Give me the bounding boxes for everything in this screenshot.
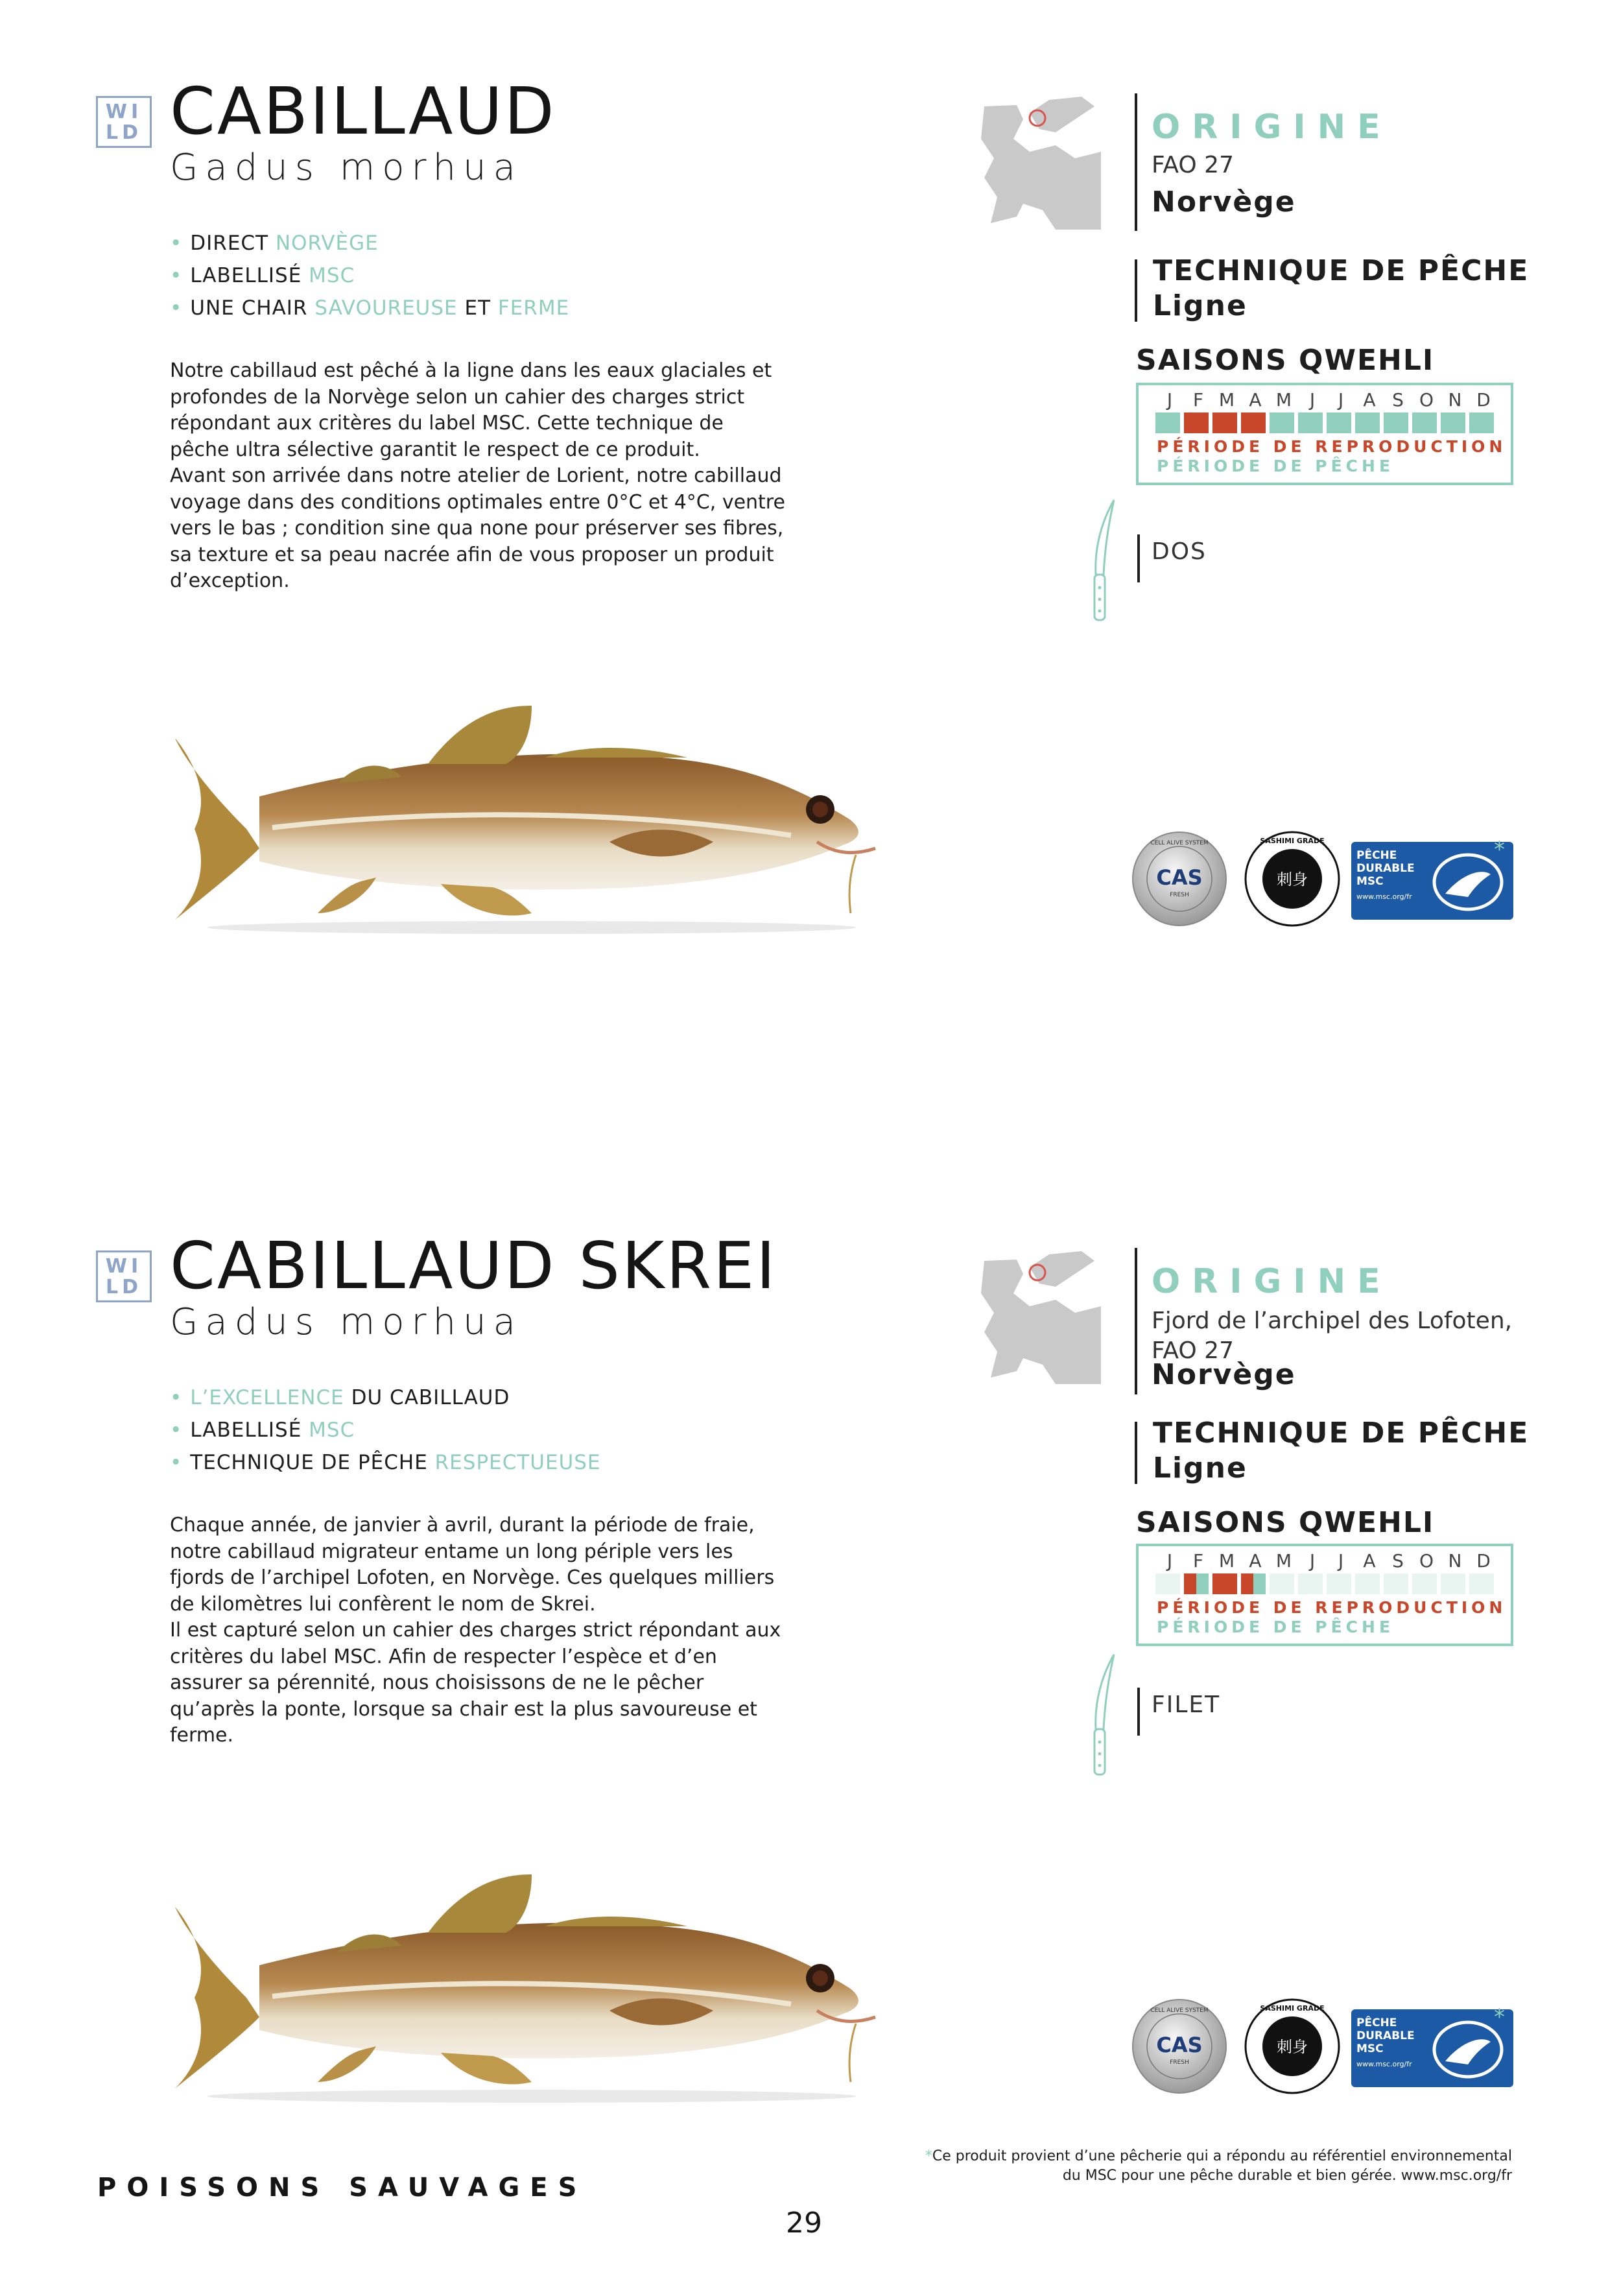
feature-list — [170, 1381, 601, 1479]
product-title: CABILLAUD — [170, 73, 556, 149]
month-label: J — [1166, 1550, 1173, 1572]
month-label: M — [1218, 389, 1235, 411]
month-cell — [1412, 1573, 1437, 1594]
sashimi-ring: SASHIMI GRADE — [1260, 837, 1325, 845]
month-label: F — [1192, 389, 1204, 411]
reproduction-mark — [1212, 1573, 1237, 1594]
legend-reproduction: PÉRIODE DE REPRODUCTION — [1157, 1598, 1507, 1617]
description-paragraph: Chaque année, de janvier à avril, durant la période de fraie, notre cabillaud migrateur entame un long périple vers les fjords de l’archipel Lofoten, en Norvège. Ces quelques milliers de kilomètres lui confèrent le nom de Skrei. — [170, 1514, 775, 1616]
month-label: J — [1338, 389, 1344, 411]
technique-value: Ligne — [1153, 289, 1247, 322]
month-label: A — [1249, 1550, 1262, 1572]
product-title: CABILLAUD SKREI — [170, 1228, 777, 1304]
latin-name: Gadus morhua — [170, 147, 523, 189]
month-label: S — [1392, 389, 1404, 411]
month-cell — [1441, 1573, 1465, 1594]
msc-asterisk: * — [1494, 2004, 1505, 2030]
europe-map-icon — [978, 1248, 1107, 1384]
month-labels — [1155, 1550, 1498, 1572]
seasons-title: SAISONS QWEHLI — [1136, 344, 1435, 377]
month-cells — [1155, 413, 1498, 433]
feature-text: TECHNIQUE DE PÊCHE — [190, 1451, 435, 1474]
product-description — [170, 358, 786, 595]
month-cell — [1184, 1573, 1209, 1594]
month-cell — [1270, 413, 1294, 433]
month-label: A — [1363, 1550, 1376, 1572]
month-cell — [1155, 413, 1180, 433]
wild-badge: WI LD — [96, 1250, 152, 1302]
knife-icon — [1075, 1651, 1127, 1781]
month-label: O — [1419, 1550, 1434, 1572]
page-number: 29 — [786, 2206, 822, 2240]
msc-line-2: DURABLE — [1356, 862, 1415, 875]
sashimi-text: 刺身 — [1277, 2038, 1308, 2056]
season-calendar — [1136, 383, 1513, 485]
feature-text: UNE CHAIR — [190, 296, 315, 320]
cut-label: FILET — [1152, 1692, 1221, 1718]
bullet-dot: • — [170, 296, 183, 320]
feature-highlight: L’EXCELLENCE — [190, 1386, 344, 1409]
feature-item — [170, 1414, 601, 1446]
origin-country: Norvège — [1152, 185, 1296, 219]
feature-highlight: NORVÈGE — [275, 232, 379, 255]
month-cell — [1241, 1573, 1266, 1594]
product-section — [0, 0, 1608, 1142]
feature-text: DIRECT — [190, 232, 276, 255]
msc-url: www.msc.org/fr — [1356, 2060, 1412, 2068]
msc-line-1: PÊCHE — [1356, 849, 1397, 862]
msc-asterisk: * — [1494, 837, 1505, 863]
feature-text: LABELLISÉ — [190, 264, 309, 287]
legend-fishing: PÉRIODE DE PÊCHE — [1157, 1618, 1395, 1636]
msc-logo — [1351, 2009, 1513, 2087]
footnote-star: * — [925, 2148, 932, 2164]
month-label: J — [1309, 1550, 1316, 1572]
sashimi-grade-logo — [1244, 1998, 1341, 2095]
month-label: M — [1275, 1550, 1292, 1572]
legend-fishing: PÉRIODE DE PÊCHE — [1157, 457, 1395, 475]
month-cell — [1327, 1573, 1351, 1594]
month-cell — [1355, 413, 1380, 433]
feature-item — [170, 259, 569, 292]
cas-ring: CELL ALIVE SYSTEM — [1150, 840, 1209, 846]
cut-bar — [1137, 534, 1140, 582]
month-label: A — [1363, 389, 1376, 411]
reproduction-mark — [1184, 1573, 1196, 1594]
month-cell — [1384, 1573, 1408, 1594]
cut-bar — [1137, 1688, 1140, 1736]
month-labels — [1155, 389, 1498, 411]
month-cell — [1441, 413, 1465, 433]
description-paragraph: Notre cabillaud est pêché à la ligne dans les eaux glaciales et profondes de la Norvège selon un cahier des charges strict répondant aux critères du label MSC. Cette technique de pêche ultra sélective garantit le respect de ce produit. — [170, 359, 772, 461]
technique-value: Ligne — [1153, 1452, 1247, 1485]
month-label: N — [1448, 389, 1462, 411]
msc-line-3: MSC — [1356, 2042, 1384, 2055]
cut-label: DOS — [1152, 538, 1207, 565]
feature-text: ET — [457, 296, 498, 320]
origin-label: ORIGINE — [1152, 108, 1392, 147]
month-cell — [1270, 1573, 1294, 1594]
reproduction-mark — [1241, 413, 1266, 433]
bullet-dot: • — [170, 1451, 183, 1474]
month-cell — [1298, 1573, 1323, 1594]
fish-image — [169, 699, 901, 946]
europe-map-icon — [978, 93, 1107, 230]
legend-reproduction: PÉRIODE DE REPRODUCTION — [1157, 437, 1507, 456]
msc-logo — [1351, 842, 1513, 920]
cas-logo — [1131, 830, 1228, 927]
cas-text: CAS — [1156, 865, 1203, 890]
feature-highlight: RESPECTUEUSE — [434, 1451, 601, 1474]
feature-item — [170, 1381, 601, 1414]
month-cell — [1327, 413, 1351, 433]
msc-url: www.msc.org/fr — [1356, 892, 1412, 901]
feature-text: LABELLISÉ — [190, 1418, 309, 1442]
month-cell — [1384, 413, 1408, 433]
footnote-line-1: Ce produit provient d’une pêcherie qui a répondu au référentiel environnemental — [932, 2148, 1512, 2164]
msc-line-3: MSC — [1356, 875, 1384, 888]
month-label: S — [1392, 1550, 1404, 1572]
origin-bar — [1135, 93, 1137, 231]
reproduction-mark — [1212, 413, 1237, 433]
category-footer: POISSONS SAUVAGES — [97, 2173, 587, 2203]
feature-highlight: SAVOUREUSE — [314, 296, 458, 320]
feature-list — [170, 227, 569, 324]
month-cell — [1355, 1573, 1380, 1594]
feature-highlight: MSC — [309, 264, 355, 287]
month-cell — [1412, 413, 1437, 433]
bullet-dot: • — [170, 232, 183, 255]
month-cell — [1298, 413, 1323, 433]
month-cell — [1469, 1573, 1494, 1594]
origin-line: FAO 27 — [1152, 1337, 1234, 1364]
month-label: F — [1192, 1550, 1204, 1572]
cas-logo — [1131, 1998, 1228, 2095]
month-label: J — [1166, 389, 1173, 411]
month-cell — [1469, 413, 1494, 433]
month-cell — [1155, 1573, 1180, 1594]
month-label: D — [1476, 1550, 1491, 1572]
footnote-line-2: du MSC pour une pêche durable et bien gérée. www.msc.org/fr — [1062, 2168, 1512, 2184]
technique-bar — [1135, 259, 1137, 322]
reproduction-mark — [1184, 413, 1209, 433]
month-cell — [1241, 413, 1266, 433]
msc-line-2: DURABLE — [1356, 2029, 1415, 2042]
technique-bar — [1135, 1422, 1137, 1484]
month-cell — [1212, 413, 1237, 433]
msc-line-1: PÊCHE — [1356, 2016, 1397, 2029]
origin-line: FAO 27 — [1152, 152, 1234, 178]
feature-item — [170, 227, 569, 259]
month-cell — [1212, 1573, 1237, 1594]
sashimi-grade-logo — [1244, 830, 1341, 927]
cas-text: CAS — [1156, 2033, 1203, 2057]
feature-item — [170, 1446, 601, 1479]
msc-footnote — [799, 2147, 1512, 2186]
bullet-dot: • — [170, 1418, 183, 1442]
seasons-title: SAISONS QWEHLI — [1136, 1506, 1435, 1539]
origin-country: Norvège — [1152, 1358, 1296, 1391]
wild-badge: WI LD — [96, 96, 152, 148]
month-cell — [1184, 413, 1209, 433]
month-label: M — [1218, 1550, 1235, 1572]
cas-ring: CELL ALIVE SYSTEM — [1150, 2007, 1209, 2014]
description-paragraph: Il est capturé selon un cahier des charges strict répondant aux critères du label MSC. Afin de respecter l’espèce et d’en assurer sa pérennité, nous choisissons de ne le pêcher qu’après la ponte, lorsque sa chair est la plus savoureuse et ferme. — [170, 1619, 781, 1747]
origin-bar — [1135, 1248, 1137, 1394]
fish-image — [169, 1868, 901, 2114]
origin-label: ORIGINE — [1152, 1262, 1392, 1301]
month-label: J — [1338, 1550, 1344, 1572]
knife-icon — [1075, 497, 1127, 627]
bullet-dot: • — [170, 1386, 183, 1409]
feature-highlight: FERME — [497, 296, 570, 320]
month-cells — [1155, 1573, 1498, 1594]
origin-line: Fjord de l’archipel des Lofoten, — [1152, 1308, 1513, 1334]
description-paragraph: Avant son arrivée dans notre atelier de Lorient, notre cabillaud voyage dans des conditions optimales entre 0°C et 4°C, ventre vers le bas ; condition sine qua none pour préserver ses fibres, sa texture et sa peau nacrée afin de vous proposer un produit d’exception. — [170, 464, 785, 592]
month-label: O — [1419, 389, 1434, 411]
sashimi-ring: SASHIMI GRADE — [1260, 2004, 1325, 2013]
month-label: M — [1275, 389, 1292, 411]
bullet-dot: • — [170, 264, 183, 287]
month-label: J — [1309, 389, 1316, 411]
month-label: N — [1448, 1550, 1462, 1572]
feature-highlight: MSC — [309, 1418, 355, 1442]
month-label: D — [1476, 389, 1491, 411]
feature-text: DU CABILLAUD — [344, 1386, 510, 1409]
product-section — [0, 1154, 1608, 2296]
reproduction-mark — [1241, 1573, 1253, 1594]
season-calendar — [1136, 1544, 1513, 1646]
month-label: A — [1249, 389, 1262, 411]
cas-sub: FRESH — [1170, 2059, 1189, 2066]
latin-name: Gadus morhua — [170, 1301, 523, 1343]
product-description — [170, 1513, 786, 1749]
feature-item — [170, 292, 569, 324]
cas-sub: FRESH — [1170, 892, 1189, 898]
sashimi-text: 刺身 — [1277, 870, 1308, 889]
technique-label: TECHNIQUE DE PÊCHE — [1153, 254, 1530, 287]
technique-label: TECHNIQUE DE PÊCHE — [1153, 1417, 1530, 1450]
